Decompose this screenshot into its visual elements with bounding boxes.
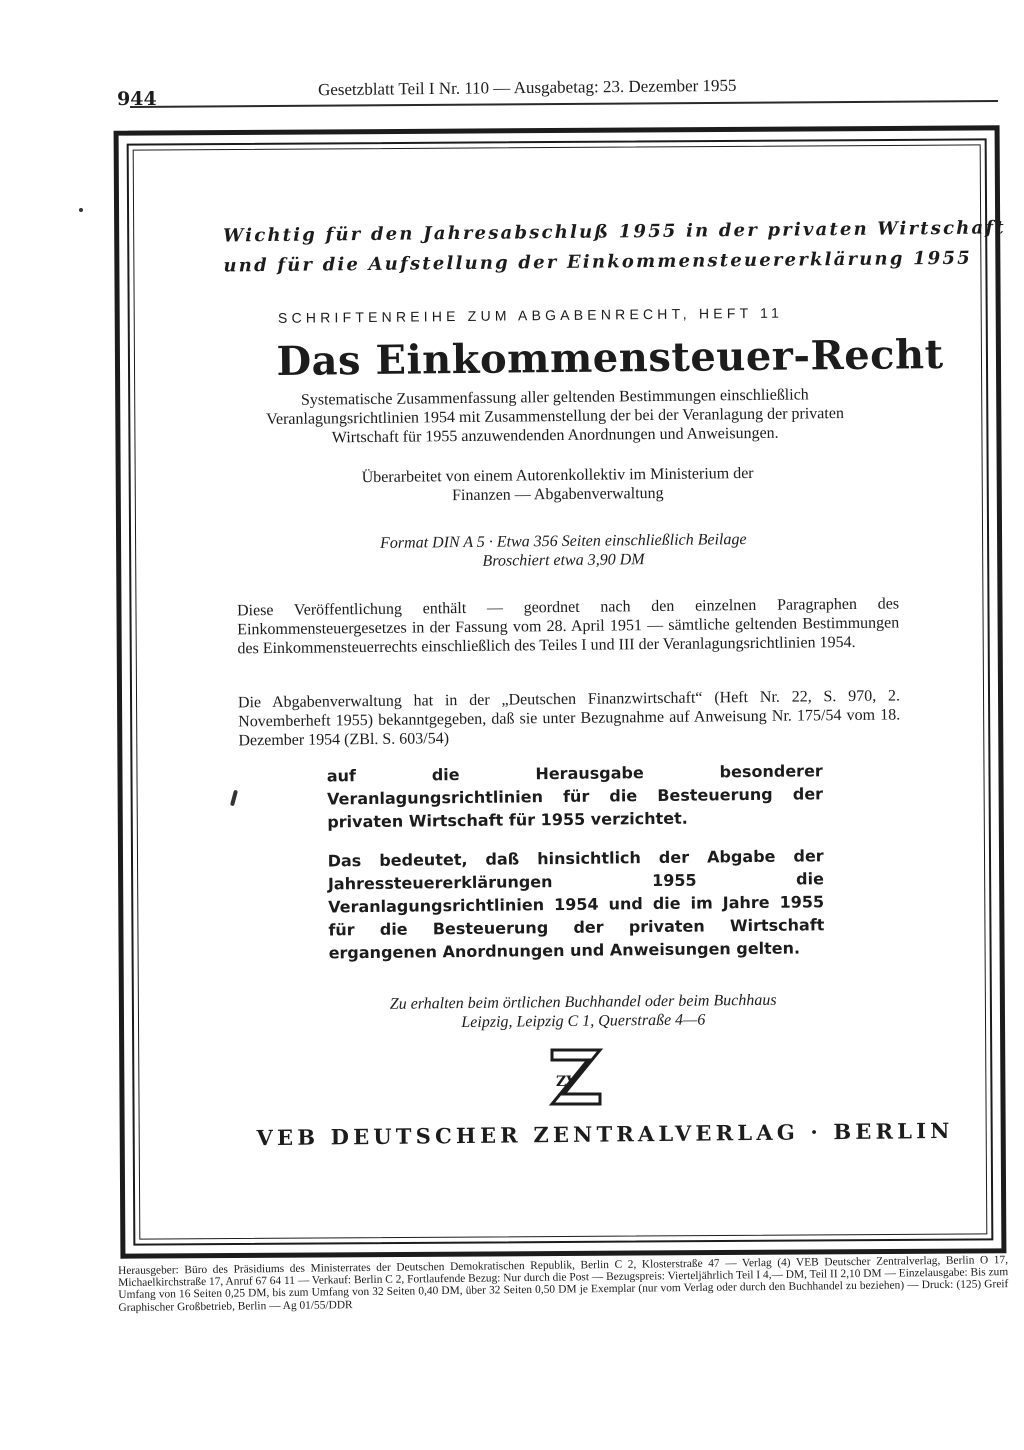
availability-line-2: Leipzig, Leipzig C 1, Querstraße 4—6 [461,1011,706,1032]
publisher-name: VEB DEUTSCHER ZENTRALVERLAG · BERLIN [256,1117,954,1151]
logo-lettering: ZV [556,1074,578,1090]
format-line: Format DIN A 5 · Etwa 356 Seiten einschließlich Beilage [380,531,747,552]
bold-statement-waiver: auf die Herausgabe besonderer Veranlagungsrichtlinien für die Besteuerung der privaten Wirtschaft für 1955 verzichtet. [326,761,824,832]
availability-line-1: Zu erhalten beim örtlichen Buchhandel oder beim Buchhaus [389,991,777,1013]
authors-line-1: Überarbeitet von einem Autorenkollektiv im Ministerium der [361,464,754,487]
headline-line-1: Wichtig für den Jahresabschluß 1955 in der privaten Wirtschaft [223,217,1006,247]
paragraph-announcement: Die Abgabenverwaltung hat in der „Deutschen Finanzwirtschaft“ (Heft Nr. 22, S. 970, 2. Novemberheft 1955) bekanntgegeben, daß sie unter Bezugnahme auf Anweisung Nr. 175/54 vom 18. Dezember 1954 (ZBl. S. 603/54) [237,687,901,750]
running-header: Gesetzblatt Teil I Nr. 110 — Ausgabetag: 23. Dezember 1955 [317,75,737,100]
imprint-footer: Herausgeber: Büro des Präsidiums des Ministerrates der Deutschen Demokratischen Republik, Berlin C 2, Klosterstraße 47 — Verlag (4) VEB Deutscher Zentralverlag, Berlin O 17, Michaelkirchstraße 17, Anruf 67 64 11 — Verkauf: Berlin C 2, Fortlaufende Bezug: Nur durch die Post — Bezugspreis: Vierteljährlich Teil I 4,— DM, Teil II 2,10 DM — Einzelausgabe: Bis zum Umfang von 16 Seiten 0,25 DM, bis zum Umfang von 32 Seiten 0,40 DM, über 32 Seiten 0,50 DM je Exemplar (nur vom Verlag oder durch den Buchhandel zu beziehen) — Druck: (125) Greif Graphischer Großbetrieb, Berlin — Ag 01/55/DDR [118,1254,1009,1314]
book-subtitle: Systematische Zusammenfassung aller geltenden Bestimmungen einschließlich Veranlagungsrichtlinien 1954 mit Zusammenstellung der bei der Veranlagung der privaten Wirtschaft für 1955 anzuwendenden Anordnungen und Anweisungen. [266,386,844,447]
bold-statement-meaning: Das bedeutet, daß hinsichtlich der Abgabe der Jahressteuererklärungen 1955 die Veranlagungsrichtlinien 1954 und die im Jahre 1955 für die Besteuerung der privaten Wirtschaft ergangenen Anordnungen und Anweisungen gelten. [327,846,825,963]
book-title: Das Einkommensteuer-Recht [276,330,944,385]
authors-line-2: Finanzen — Abgabenverwaltung [452,484,664,505]
print-speck [79,208,83,212]
paragraph-publication: Diese Veröffentlichung enthält — geordnet nach den einzelnen Paragraphen des Einkommensteuergesetzes in der Fassung vom 28. April 1951 — sämtliche geltenden Bestimmungen des Einkommensteuerrechts einschließlich des Teiles I und III der Veranlagungsrichtlinien 1954. [236,595,900,658]
page-number: 944 [117,88,157,110]
headline-line-2: und für die Aufstellung der Einkommensteuererklärung 1955 [223,247,973,277]
price-line: Broschiert etwa 3,90 DM [482,551,645,570]
series-title: SCHRIFTENREIHE ZUM ABGABENRECHT, HEFT 11 [277,304,784,326]
zv-publisher-logo-icon [548,1046,604,1108]
